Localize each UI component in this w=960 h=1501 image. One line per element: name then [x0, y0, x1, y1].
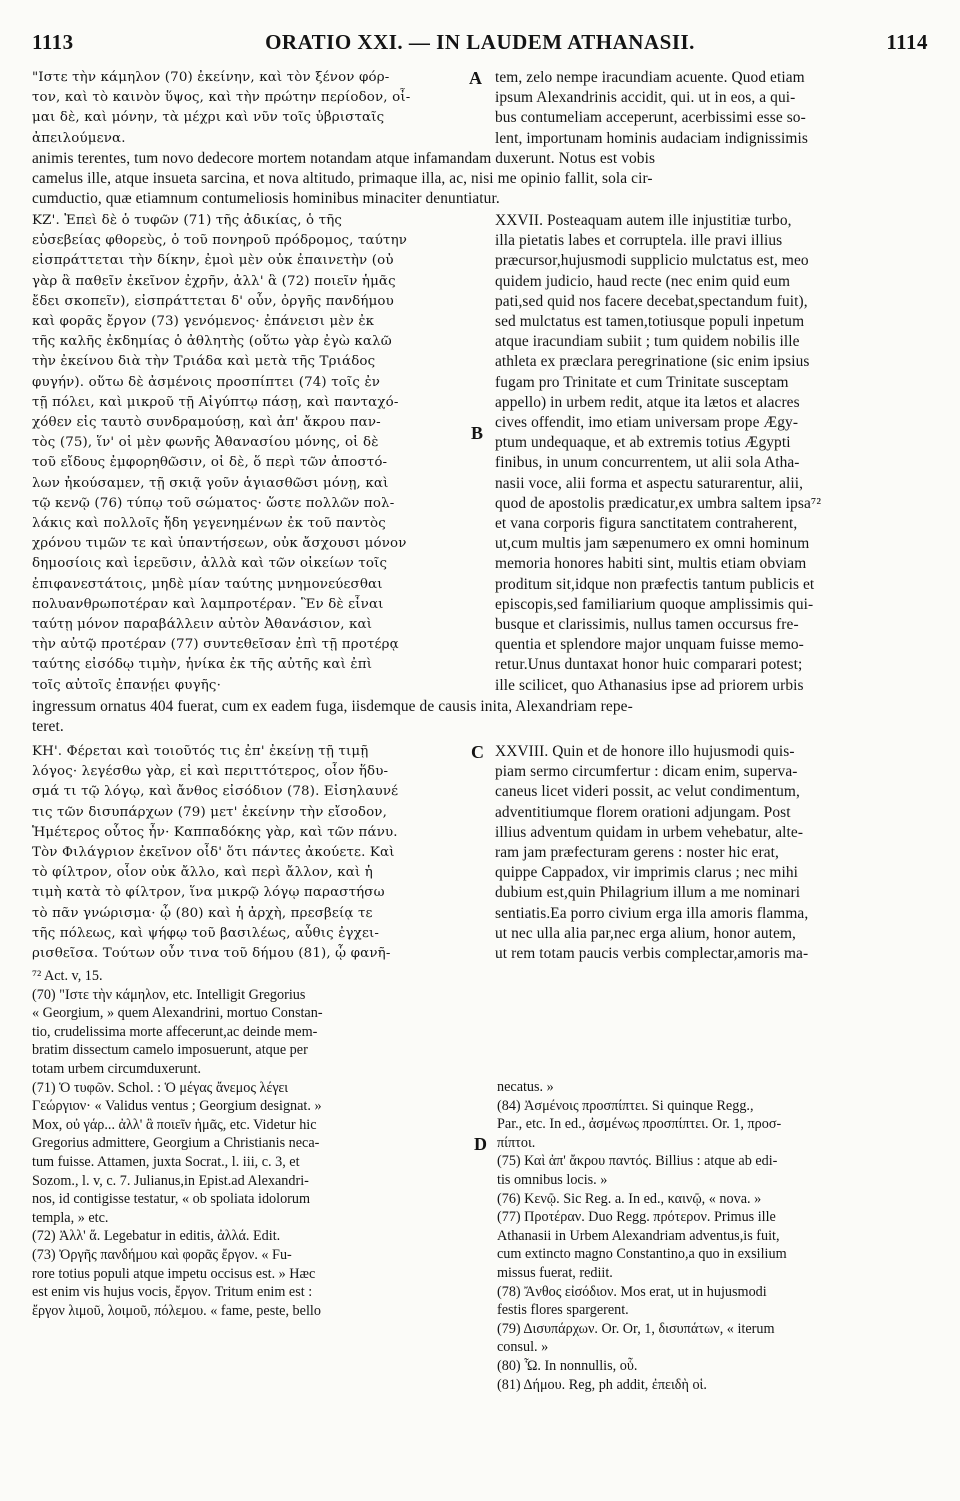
text-line: quod de apostolis prædicatur,ex umbra saltem ipsa⁷²: [495, 494, 822, 512]
footnote-line: ⁷² Act. v, 15.: [32, 968, 103, 984]
text-line: ταύτης εἰσόδῳ τιμὴν, ἡνίκα ἐκ τῆς αὐτῆς καὶ ἐπὶ: [32, 657, 373, 673]
text-line: εἰσπράττεται τὴν δίκην, ἐμοὶ μὲν οὐκ ἐπαινετὴν (οὐ: [32, 253, 394, 269]
text-line: ut rem totam paucis verbis complectar,amoris ma-: [495, 945, 809, 963]
text-line: ingressum ornatus 404 fuerat, cum ex eadem fuga, iisdemque de causis inita, Alexandriam repe-: [32, 698, 633, 715]
text-line: cumductio, quæ etiamnum contumeliosis hominibus minaciter denuntiatur.: [32, 190, 500, 208]
text-line: ἀπειλούμενα.: [32, 130, 126, 146]
text-line: τὸς (75), ἵν' οἱ μὲν φωνῆς Ἀθανασίου μόνης, οἱ δὲ: [32, 435, 379, 451]
footnote-line: festis flores spargerent.: [497, 1302, 629, 1319]
footnote-line: (79) Δισυπάρχων. Or. Or, 1, δισυπάτων, « iterum: [497, 1320, 775, 1337]
footnote-line: Athanasii in Urbem Alexandriam adventus,is fuit,: [497, 1227, 780, 1244]
text-line: illa pietatis labes et corruptela. ille pravi illius: [495, 232, 783, 250]
text-line: quidem judicio, haud recte (nec enim quid eum: [495, 272, 791, 290]
text-line: nasii voce, alii forma et aspectu saturarentur, alii,: [495, 474, 804, 492]
text-line: cives offendit, imo etiam universam prope Ægy-: [495, 414, 799, 432]
text-line: χρόνου τιμῶν τε καὶ ὑπαντήσεων, οὐκ ἄσχουσι μόνον: [32, 536, 407, 552]
footnote-line: nos, id contigisse testatur, « ob spoliata idolorum: [32, 1191, 311, 1208]
footnote-line: Γεώργιον· « Validus ventus ; Georgium designat. »: [32, 1098, 322, 1115]
footnote-line: templa, » etc.: [32, 1209, 109, 1226]
footnote-line: est enim vis hujus vocis, ἔργον. Tritum enim est :: [32, 1284, 313, 1301]
margin-marker-a: A: [469, 68, 482, 88]
footnote-line: tis omnibus locis. »: [497, 1171, 608, 1188]
text-line: atque iracundiam subiit ; tum quidem nobilis ille: [495, 333, 800, 351]
text-line: λων ἠκούσαμεν, τῇ σκιᾷ γοῦν ἁγιασθῶσι μόνῃ, καὶ: [32, 475, 389, 491]
text-line: "Ιστε τὴν κάμηλον (70) ἐκείνην, καὶ τὸν ξένον φόρ-: [32, 70, 390, 85]
text-line: præcursor,hujusmodi supplicio mulctatus est, meo: [495, 252, 809, 270]
text-line: λάκις καὶ πολλοῖς ἤδη γεγενημένων ἐκ τοῦ παντὸς: [32, 516, 386, 532]
text-line: τὴν ἐκείνου διὰ τὴν Τριάδα καὶ μετὰ τῆς Τριάδος: [32, 354, 376, 370]
text-line: proditum sit,idque non præfectis tantum publicis et: [495, 575, 815, 593]
footnote-line: ἔργον λιμοῦ, λοιμοῦ, πόλεμου. « fame, peste, bello: [32, 1302, 321, 1319]
text-line: episcopis,sed familiarium quoque amplissimis qui-: [495, 595, 814, 613]
text-line: τῇ πόλει, καὶ μικροῦ τῇ Αἰγύπτῳ πάσῃ, καὶ πανταχό-: [32, 394, 399, 410]
text-line: πολυανθρωποτέραν καὶ λαμπροτέραν. Ἓν δὲ εἶναι: [32, 596, 384, 612]
text-line: adventitiumque florem orationi adjungam. Post: [495, 803, 791, 821]
text-line: ρισθεῖσα. Τούτων οὖν τινα τοῦ δήμου (81), ᾧ φανῆ-: [32, 946, 391, 962]
text-line: XXVIII. Quin et de honore illo hujusmodi quis-: [495, 743, 795, 760]
text-line: appello) in urbem redit, atque ita lætos et alacres: [495, 393, 800, 411]
text-line: τιμὴ κατὰ τὸ φίλτρον, ἵνα μικρῷ λόγῳ παραστήσω: [32, 885, 385, 901]
text-line: retur.Unus duntaxat honor huic comparari potest;: [495, 656, 803, 674]
text-line: σμά τι τῷ λόγῳ, καὶ ἄνθος εἰσόδιον (78). Εἰσηλαυνέ: [32, 784, 399, 800]
text-line: ut nec ulla alia par,nec erga alium, honor autem,: [495, 924, 797, 942]
text-line: τις τῶν δισυπάρχων (79) μετ' ἐκείνην τὴν εἴσοδον,: [32, 804, 387, 820]
latin-full-width-1: [32, 149, 930, 210]
footnote-line: Par., etc. In ed., ἀσμένως προσπίπτει. Or. 1, προσ-: [497, 1116, 782, 1133]
footnote-line: missus fuerat, rediit.: [497, 1264, 613, 1281]
text-line: τοῦ εἴδους ἐμφορηθῶσιν, οἱ δὲ, ὅ περὶ τῶν ἀποστό-: [32, 455, 388, 471]
footnote-line: necatus. »: [497, 1079, 554, 1095]
footnote-line: bratim dissectum camelo imposuerunt, atque per: [32, 1042, 308, 1059]
text-line: ἐπιφανεστάτοις, μηδὲ μίαν ταύτης μνημονεύεσθαι: [32, 576, 383, 592]
text-line: bus contumeliam acceperunt, acerbissimi esse so-: [495, 109, 806, 127]
text-line: χόθεν εἰς ταυτὸ συνδραμούσῃ, καὶ ἀπ' ἄκρου παν-: [32, 415, 381, 431]
text-line: τῷ κενῷ (76) τύπῳ τοῦ σώματος· ὥστε πολλῶν πολ-: [32, 495, 395, 511]
footnote-line: (80) Ὧ. In nonnullis, οὗ.: [497, 1357, 638, 1374]
footnote-line: πίπτοι.: [497, 1134, 536, 1151]
text-line: ΚΖ'. Ἐπεὶ δὲ ὁ τυφῶν (71) τῆς ἀδικίας, ὁ τῆς: [32, 213, 343, 228]
text-line: sed mulctatus est tamen,totiusque populi inpetum: [495, 313, 805, 331]
footnote-line: (73) Ὀργῆς πανδήμου καὶ φορᾶς ἔργον. « Fu-: [32, 1246, 292, 1263]
footnotes-left: [32, 967, 470, 1320]
text-line: memoria honores habiti sint, multis etiam obviam: [495, 555, 807, 573]
footnote-line: rore totius populi atque impetu occisus est. » Hæc: [32, 1265, 316, 1282]
text-line: caneus licet videri possit, ac velut condimentum,: [495, 783, 800, 801]
footnote-line: (72) Ἀλλ' ἅ. Legebatur in editis, ἀλλά. Edit.: [32, 1228, 281, 1245]
footnote-line: (81) Δήμου. Reg, ph addit, ἐπειδὴ οἱ.: [497, 1376, 707, 1393]
text-line: ptum undequaque, et ab extremis totius Ægypti: [495, 434, 791, 452]
text-line: λόγος· λεγέσθω γὰρ, εἰ καὶ περιττότερος, οἷον ἥδυ-: [32, 764, 389, 780]
text-line: γὰρ ἃ παθεῖν ἐκεῖνον ἐχρῆν, ἀλλ' ἃ (72) ποιεῖν ἡμᾶς: [32, 273, 396, 289]
latin-column-1: [495, 68, 930, 149]
text-line: sentiatis.Ea porro civium erga illa amoris flamma,: [495, 904, 809, 922]
text-line: ille scilicet, quo Athanasius ipse ad priorem urbis: [495, 676, 804, 694]
margin-marker-c: C: [471, 742, 484, 762]
footnote-line: (71) Ὁ τυφῶν. Schol. : Ὁ μέγας ἄνεμος λέγει: [32, 1079, 289, 1096]
footnote-line: Gregorius admittere, Georgium a Christianis neca-: [32, 1135, 320, 1152]
text-line: busque et clarissimis, nullus tamen occursus fre-: [495, 616, 799, 634]
text-line: τὸ φίλτρον, οἷον οὐκ ἄλλο, καὶ περὶ ἄλλον, καὶ ἡ: [32, 865, 373, 881]
footnote-line: (84) Ἀσμένοις προσπίπτει. Si quinque Regg.,: [497, 1097, 754, 1114]
footnote-line: cum extincto magno Constantino,a quo in exsilium: [497, 1246, 787, 1263]
text-line: φυγήν). οὕτω δὲ ἀσμένοις προσπίπτει (74) τοῖς ἐν: [32, 374, 381, 390]
footnote-line: (78) Ἄνθος εἰσόδιον. Mos erat, ut in hujusmodi: [497, 1283, 767, 1300]
text-line: τῆς καλῆς ἐκδημίας ὁ ἀθλητὴς (οὕτω γὰρ ἐγὼ καλῶ: [32, 334, 392, 350]
footnote-line: Mox, οὐ γάρ... ἀλλ' ἃ ποιεῖν ἡμᾶς, etc. Videtur hic: [32, 1116, 317, 1133]
text-line: τον, καὶ τὸ καινὸν ὕψος, καὶ τὴν πρώτην περίοδον, οἶ-: [32, 90, 411, 106]
footnotes-right: [497, 1078, 930, 1394]
page-number-left: 1113: [32, 30, 74, 54]
text-line: δημοσίοις καὶ ἱερεῦσιν, ἀλλὰ καὶ τῶν οἰκείων τοῖς: [32, 556, 388, 572]
latin-column-2: [495, 211, 930, 696]
footnote-line: (75) Καὶ ἀπ' ἄκρου παντός. Billius : atque ab edi-: [497, 1153, 778, 1170]
latin-column-3: [495, 742, 930, 964]
text-line: XXVII. Posteaquam autem ille injustitiæ turbo,: [495, 212, 792, 229]
greek-column-3: [32, 742, 464, 964]
text-line: finibus, in unum concurrentem, ut alii sola Atha-: [495, 454, 800, 472]
footnote-line: (76) Κενῷ. Sic Reg. a. In ed., καινῷ, « nova. »: [497, 1190, 762, 1207]
text-line: quippe Cappadox, vir imprimis clarus ; nec mihi: [495, 864, 799, 882]
text-line: καὶ φορᾶς ἔργον (73) γενόμενος· ἐπάνεισι μὲν ἐκ: [32, 314, 375, 330]
footnote-line: consul. »: [497, 1339, 549, 1356]
text-line: τῆς πόλεως, καὶ ψήφῳ τοῦ βασιλέως, αὖθις ἐγχει-: [32, 925, 380, 941]
footnote-line: (77) Προτέραν. Duo Regg. πρότερον. Primus ille: [497, 1209, 776, 1226]
latin-full-width-2: [32, 697, 930, 737]
text-line: τὸ πᾶν γνώρισμα· ᾧ (80) καὶ ἡ ἀρχὴ, πρεσβείᾳ τε: [32, 905, 373, 921]
text-line: athleta ex præclara peregrinatione (sic enim ipsius: [495, 353, 810, 371]
text-line: τοῖς αὐτοῖς ἐπανῄει φυγῆς·: [32, 677, 221, 693]
page-header: [32, 30, 928, 56]
text-line: τὴν αὐτῷ προτέραν (77) συντεθεῖσαν ἐπὶ τῇ προτέρᾳ: [32, 637, 399, 653]
text-line: ΚΗ'. Φέρεται καὶ τοιοῦτός τις ἐπ' ἐκείνῃ τῇ τιμῇ: [32, 744, 369, 759]
footnote-line: (70) "Ιστε τὴν κάμηλον, etc. Intelligit Gregorius: [32, 986, 306, 1003]
text-line: camelus ille, atque insueta sarcina, et nova altitudo, primaque illa, ac, nisi me opinio fallit, sola cir-: [32, 170, 653, 188]
text-line: ut,cum multis jam sæpenumero ex omni hominum: [495, 535, 810, 553]
text-line: dubium est,quin Philagrium illum a me nominari: [495, 884, 801, 902]
text-line: ἔδει σκοπεῖν), εἰσπράττεται δ' οὖν, ὀργῆς πανδήμου: [32, 293, 394, 309]
text-line: teret.: [32, 718, 64, 736]
text-line: illius adventum quidam in urbem vehebatur, alte-: [495, 823, 804, 841]
footnote-line: « Georgium, » quem Alexandrini, mortuo Constan-: [32, 1005, 323, 1022]
text-line: piam sermo circumfertur : dicam enim, superva-: [495, 763, 798, 781]
text-line: et vana corporis figura sanctitatem contraherent,: [495, 515, 798, 533]
greek-column-1: [32, 68, 464, 149]
text-line: fugam pro Trinitate et cum Trinitate susceptam: [495, 373, 789, 391]
text-line: ram jam præfecturam gerens : noster hic erat,: [495, 844, 779, 862]
margin-marker-b: B: [471, 423, 484, 443]
text-line: μαι δὲ, καὶ μόνην, τὰ μέχρι καὶ νῦν τοῖς ὑβρισταῖς: [32, 110, 385, 126]
running-title: ORATIO XXI. — IN LAUDEM ATHANASII.: [265, 30, 695, 54]
greek-column-2: [32, 211, 464, 696]
text-line: εὐσεβείας φθορεὺς, ὁ τοῦ πονηροῦ πρόδρομος, ταύτην: [32, 233, 408, 249]
page-number-right: 1114: [886, 30, 928, 54]
text-line: animis terentes, tum novo dedecore mortem notandam atque infamandam duxerunt. Notus est vobis: [32, 150, 656, 167]
footnote-line: tio, crudelissima morte affecerunt,ac deinde mem-: [32, 1023, 318, 1040]
text-line: lent, importunam hominis audaciam indignissimis: [495, 129, 808, 147]
text-line: quentia et splendore major unquam fuisse memo-: [495, 636, 804, 654]
margin-marker-d: D: [474, 1134, 487, 1154]
text-line: Ἡμέτερος οὗτος ἦν· Καππαδόκης γὰρ, καὶ τῶν πάνυ.: [32, 824, 398, 840]
text-line: Τὸν Φιλάγριον ἐκεῖνον οἶδ' ὅτι πάντες ἀκούετε. Καὶ: [32, 845, 395, 861]
text-line: ipsum Alexandrinis accidit, qui. ut in eos, a qui-: [495, 89, 796, 107]
footnote-line: totam urbem circumduxerunt.: [32, 1060, 202, 1077]
footnote-line: tum fuisse. Attamen, juxta Socrat., l. iii, c. 3, et: [32, 1153, 300, 1170]
text-line: ταύτῃ μόνον παραβάλλειν αὐτὸν Ἀθανάσιον, καὶ: [32, 617, 373, 633]
text-line: tem, zelo nempe iracundiam acuente. Quod etiam: [495, 69, 805, 86]
footnote-line: Sozom., l. v, c. 7. Julianus,in Epist.ad Alexandri-: [32, 1172, 309, 1189]
text-line: pati,sed quid nos facere decebat,spectandum fuit),: [495, 292, 808, 310]
